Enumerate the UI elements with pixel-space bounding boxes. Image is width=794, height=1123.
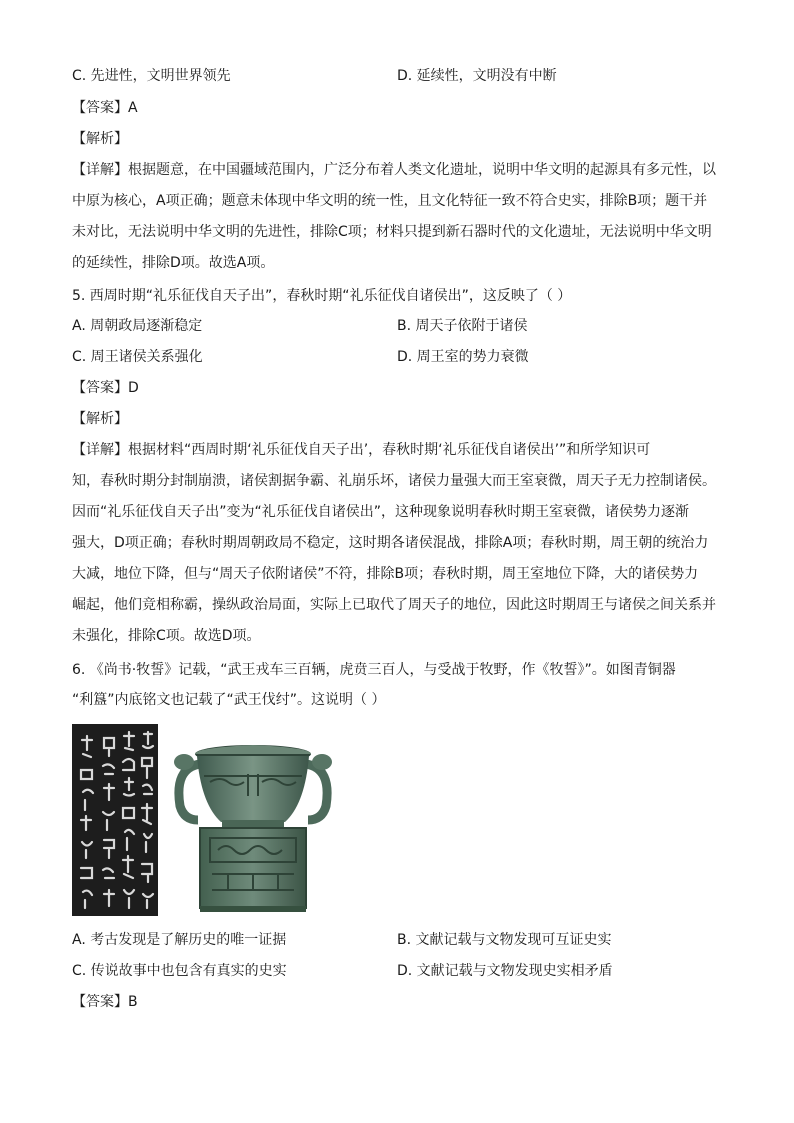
detail-line: 【详解】根据题意，在中国疆域范围内，广泛分布着人类文化遗址，说明中华文明的起源具有多元性，以 [72,162,716,178]
q4-detail [72,155,722,279]
q4-analysis-tag: 【解析】 [72,131,128,147]
q4-option-d: D. 延续性，文明没有中断 [397,68,557,84]
q4-option-c: C. 先进性，文明世界领先 [72,68,231,84]
q4-answer [72,98,138,118]
answer-value: B [128,994,138,1010]
detail-line: 崛起，他们竞相称霸，操纵政治局面，实际上已取代了周天子的地位，因此这时期周王与诸侯之间关系并 [72,597,716,613]
q6-option-b: B. 文献记载与文物发现可互证史实 [397,932,612,948]
detail-line: 知，春秋时期分封制崩溃，诸侯割据争霸、礼崩乐坏，诸侯力量强大而王室衰微，周天子无力控制诸侯。 [72,473,716,489]
q6-stem-line2: “利簋”内底铭文也记载了“武王伐纣”。这说明（ ） [72,692,386,708]
detail-line: 大减，地位下降，但与“周天子依附诸侯”不符，排除B项；春秋时期，周王室地位下降，大的诸侯势力 [72,566,699,582]
q6-option-d: D. 文献记载与文物发现史实相矛盾 [397,963,613,979]
q5-option-d: D. 周王室的势力衰微 [397,349,529,365]
q5-option-c: C. 周王诸侯关系强化 [72,349,203,365]
li-gui-bronze-vessel-image [170,724,336,916]
detail-line: 强大，D项正确；春秋时期周朝政局不稳定，这时期各诸侯混战，排除A项；春秋时期，周王朝的统治力 [72,535,709,551]
rubbing-glyphs [72,724,158,916]
q5-answer [72,378,139,398]
detail-line: 因而“礼乐征伐自天子出”变为“礼乐征伐自诸侯出”，这种现象说明春秋时期王室衰微，诸侯势力逐渐 [72,504,690,520]
detail-line: 未对比，无法说明中华文明的先进性，排除C项；材料只提到新石器时代的文化遗址，无法说明中华文明 [72,224,712,240]
detail-line: 的延续性，排除D项。故选A项。 [72,255,275,271]
q5-option-b: B. 周天子依附于诸侯 [397,318,528,334]
detail-line: 中原为核心，A项正确；题意未体现中华文明的统一性，且文化特征一致不符合史实，排除B项；题干并 [72,193,708,209]
q6-option-a: A. 考古发现是了解历史的唯一证据 [72,932,287,948]
q6-stem-line1: 6. 《尚书·牧誓》记载，“武王戎车三百辆，虎贲三百人，与受战于牧野，作《牧誓》”。如图青铜器 [72,662,676,678]
answer-tag: 【答案】 [72,994,128,1010]
q5-stem: 5. 西周时期“礼乐征伐自天子出”，春秋时期“礼乐征伐自诸侯出”，这反映了（ ） [72,288,572,304]
detail-line: 未强化，排除C项。故选D项。 [72,628,261,644]
q5-detail [72,435,722,652]
inscription-rubbing-image [72,724,158,916]
bronze-vessel-drawing [170,724,336,916]
answer-value: A [128,100,138,116]
answer-tag: 【答案】 [72,100,128,116]
answer-tag: 【答案】 [72,380,128,396]
detail-line: 【详解】根据材料“西周时期‘礼乐征伐自天子出’，春秋时期‘礼乐征伐自诸侯出’”和所学知识可 [72,442,651,458]
q5-analysis-tag: 【解析】 [72,411,128,427]
q6-option-c: C. 传说故事中也包含有真实的史实 [72,963,287,979]
q6-answer [72,992,138,1012]
answer-value: D [128,380,139,396]
q5-option-a: A. 周朝政局逐渐稳定 [72,318,203,334]
